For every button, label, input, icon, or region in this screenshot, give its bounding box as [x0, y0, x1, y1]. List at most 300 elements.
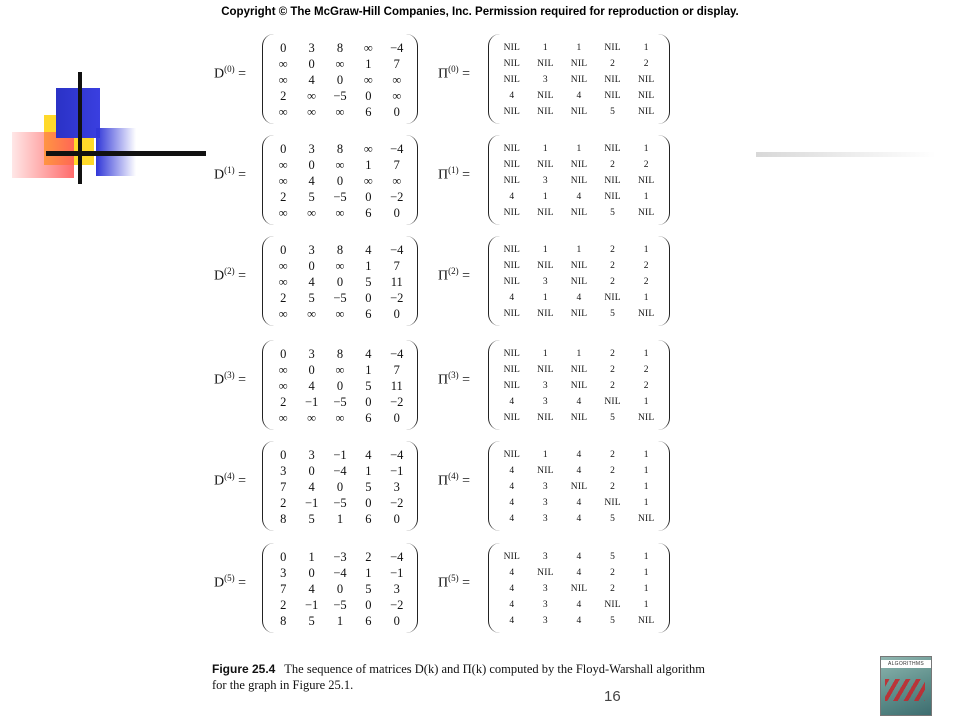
pi-label-base: Π: [438, 473, 449, 489]
d-matrix-cell: 5: [308, 190, 315, 204]
d-matrix-cell: −5: [333, 395, 347, 409]
d-label-base: D: [214, 575, 225, 591]
pi-matrix-cell: NIL: [604, 498, 621, 508]
d-matrix-cell: 2: [280, 395, 287, 409]
pi-matrix-cell: NIL: [537, 413, 554, 423]
pi-matrix-cell: NIL: [503, 208, 521, 218]
d-matrix-cell: 5: [308, 614, 315, 628]
pi-matrix-cell: 5: [610, 107, 616, 117]
pi-matrix-cell: 2: [643, 261, 649, 271]
pi-matrix-cell: NIL: [503, 160, 521, 170]
pi-matrix-cell: 1: [643, 245, 649, 255]
pi-matrix-cell: NIL: [570, 413, 588, 423]
d-matrix-cell: 1: [365, 363, 372, 377]
d-matrix-cell: 7: [280, 480, 287, 494]
d-matrix-cell: ∞: [307, 411, 317, 425]
pi-matrix-cell: 1: [542, 450, 548, 460]
pi-matrix: [488, 34, 670, 124]
d-matrix-cell: 6: [365, 411, 372, 425]
pi-matrix-cell: NIL: [637, 616, 655, 626]
pi-matrix-label: [438, 64, 470, 83]
pi-matrix-cell: 3: [542, 75, 548, 85]
d-matrix-cell: −1: [304, 395, 319, 409]
pi-matrix-cell: NIL: [570, 75, 588, 85]
pi-matrix-cell: 3: [542, 616, 548, 626]
equals-sign: =: [234, 575, 247, 591]
pi-matrix: [488, 441, 670, 531]
pi-matrix-cell: 1: [643, 192, 649, 202]
d-matrix-cell: 5: [308, 291, 315, 305]
pi-matrix-cell: 2: [610, 365, 616, 375]
pi-matrix-cell: 1: [576, 349, 582, 359]
pi-matrix-cell: 4: [509, 584, 515, 594]
d-matrix-cell: 0: [280, 550, 287, 564]
pi-matrix-label: [438, 266, 470, 285]
pi-matrix: [488, 340, 670, 430]
d-matrix-cell: 4: [308, 480, 315, 494]
pi-matrix-cell: 1: [576, 144, 582, 154]
d-matrix-cell: 2: [365, 550, 372, 564]
pi-matrix-cell: 4: [576, 192, 582, 202]
pi-matrix-cell: 4: [576, 552, 582, 562]
d-matrix-cell: 4: [308, 73, 315, 87]
pi-matrix-cell: 4: [509, 514, 515, 524]
d-matrix-cell: ∞: [335, 105, 345, 119]
d-matrix-cell: 2: [280, 291, 287, 305]
d-matrix-cell: 4: [365, 243, 372, 257]
pi-label-base: Π: [438, 66, 449, 82]
pi-matrix-cell: NIL: [604, 91, 621, 101]
d-matrix-cell: 11: [390, 379, 403, 393]
d-matrix-cell: ∞: [278, 206, 288, 220]
d-matrix-cell: ∞: [335, 363, 345, 377]
d-matrix-cell: ∞: [278, 363, 288, 377]
pi-matrix-cell: NIL: [537, 365, 554, 375]
pi-matrix-cell: NIL: [637, 176, 655, 186]
book-cover-title: ALGORITHMS: [881, 660, 931, 668]
pi-matrix-cell: 1: [542, 43, 548, 53]
d-matrix-cell: 6: [365, 206, 372, 220]
d-matrix-cell: 0: [336, 582, 344, 596]
pi-matrix-grid: [489, 135, 669, 221]
pi-matrix-cell: NIL: [637, 107, 655, 117]
d-matrix-cell: 1: [308, 550, 315, 564]
equals-sign: =: [234, 372, 247, 388]
page-number: 16: [604, 688, 621, 705]
d-matrix-cell: −3: [333, 550, 347, 564]
pi-matrix-cell: 3: [542, 600, 548, 610]
d-matrix-cell: 4: [308, 582, 315, 596]
d-matrix: [262, 236, 418, 326]
d-matrix-cell: 8: [336, 41, 344, 55]
pi-matrix-cell: NIL: [570, 208, 588, 218]
pi-matrix-cell: NIL: [637, 91, 655, 101]
d-matrix-cell: −4: [390, 347, 404, 361]
pi-matrix-cell: NIL: [637, 413, 655, 423]
d-matrix-cell: ∞: [278, 259, 288, 273]
pi-matrix-cell: 1: [643, 552, 649, 562]
d-matrix-cell: 2: [280, 496, 287, 510]
copyright-notice: Copyright © The McGraw-Hill Companies, Inc. Permission required for reproduction or display.: [221, 6, 739, 18]
pi-matrix-cell: 1: [643, 144, 649, 154]
equals-sign: =: [458, 473, 471, 489]
pi-matrix-cell: NIL: [604, 192, 621, 202]
pi-label-superscript: (2): [448, 266, 459, 276]
pi-matrix-cell: 2: [610, 568, 616, 578]
pi-matrix-cell: NIL: [537, 261, 554, 271]
d-matrix-cell: ∞: [278, 411, 288, 425]
d-matrix-cell: 3: [393, 480, 400, 494]
d-matrix-cell: 5: [365, 275, 372, 289]
d-matrix-cell: ∞: [392, 174, 402, 188]
pi-matrix-cell: NIL: [604, 75, 621, 85]
d-matrix-cell: ∞: [363, 73, 373, 87]
pi-matrix-cell: 4: [576, 498, 582, 508]
pi-matrix-cell: 5: [610, 616, 616, 626]
d-matrix-cell: 1: [365, 158, 372, 172]
d-label-base: D: [214, 372, 225, 388]
d-matrix-cell: ∞: [307, 206, 317, 220]
d-matrix-cell: ∞: [278, 275, 288, 289]
pi-matrix-cell: 1: [542, 144, 548, 154]
pi-matrix-cell: 1: [643, 466, 649, 476]
pi-matrix-cell: 5: [610, 552, 616, 562]
pi-matrix-cell: NIL: [503, 107, 521, 117]
pi-matrix-cell: NIL: [503, 261, 521, 271]
book-cover-thumbnail: [880, 656, 932, 716]
pi-label-base: Π: [438, 167, 449, 183]
pi-label-base: Π: [438, 575, 449, 591]
pi-matrix-cell: 5: [610, 309, 616, 319]
d-matrix-cell: 1: [365, 57, 372, 71]
d-matrix-cell: 3: [308, 41, 315, 55]
cross-vertical-line: [78, 72, 82, 184]
pi-matrix-cell: 4: [576, 466, 582, 476]
d-matrix-cell: ∞: [392, 89, 402, 103]
pi-matrix-grid: [489, 236, 669, 322]
d-matrix-cell: −5: [333, 291, 347, 305]
d-matrix-cell: 0: [308, 259, 315, 273]
pi-matrix-cell: 1: [643, 482, 649, 492]
d-matrix-cell: 7: [393, 57, 400, 71]
d-matrix-grid: [263, 236, 417, 322]
d-label-superscript: (1): [224, 165, 235, 175]
d-matrix-cell: −1: [304, 598, 319, 612]
pi-matrix-cell: 4: [509, 397, 515, 407]
d-matrix-label: [214, 573, 246, 592]
d-matrix-grid: [263, 34, 417, 120]
d-matrix-cell: 3: [308, 448, 315, 462]
d-matrix-cell: 8: [280, 512, 287, 526]
d-matrix-cell: ∞: [307, 307, 317, 321]
d-matrix-cell: ∞: [335, 206, 345, 220]
d-matrix: [262, 34, 418, 124]
d-matrix-cell: ∞: [335, 158, 345, 172]
pi-matrix-cell: NIL: [637, 309, 655, 319]
d-matrix-cell: 6: [365, 105, 372, 119]
d-matrix-cell: 0: [308, 158, 315, 172]
d-matrix-cell: 3: [308, 243, 315, 257]
figure-caption: [212, 661, 772, 693]
d-matrix-cell: 0: [393, 206, 400, 220]
d-matrix-label: [214, 165, 246, 184]
pi-matrix: [488, 135, 670, 225]
pi-matrix-cell: 4: [576, 600, 582, 610]
d-matrix-cell: 3: [280, 464, 287, 478]
pi-matrix-cell: 3: [542, 584, 548, 594]
caption-line-1: The sequence of matrices D(k) and Π(k) computed by the Floyd-Warshall algorithm: [284, 662, 706, 676]
pi-matrix-cell: 1: [643, 450, 649, 460]
pi-matrix-cell: 2: [610, 349, 616, 359]
decorative-fade-bar: [756, 152, 936, 157]
d-matrix-cell: 0: [308, 363, 315, 377]
d-label-superscript: (4): [224, 471, 235, 481]
d-matrix-cell: −2: [390, 190, 404, 204]
d-matrix-cell: −5: [333, 89, 347, 103]
d-matrix-grid: [263, 441, 417, 527]
pi-matrix-cell: 2: [610, 277, 616, 287]
d-matrix-cell: 1: [336, 614, 344, 628]
pi-matrix-cell: 2: [610, 261, 616, 271]
pi-matrix-cell: 4: [509, 293, 515, 303]
d-matrix-cell: 0: [393, 411, 400, 425]
d-matrix-cell: 4: [308, 174, 315, 188]
pi-matrix-cell: NIL: [570, 160, 588, 170]
d-matrix-cell: 0: [336, 379, 344, 393]
pi-label-base: Π: [438, 268, 449, 284]
equals-sign: =: [458, 575, 471, 591]
d-matrix-cell: 4: [308, 275, 315, 289]
d-matrix-cell: 0: [280, 41, 287, 55]
d-matrix-cell: ∞: [335, 411, 345, 425]
pi-matrix-cell: 1: [542, 245, 548, 255]
d-label-base: D: [214, 66, 225, 82]
pi-matrix-grid: [489, 543, 669, 629]
d-matrix-cell: ∞: [278, 105, 288, 119]
pi-matrix-cell: 4: [509, 466, 515, 476]
pi-matrix-cell: 1: [542, 349, 548, 359]
d-matrix-cell: −4: [390, 448, 404, 462]
pi-matrix-cell: 4: [509, 91, 515, 101]
pi-matrix-cell: 4: [576, 568, 582, 578]
pi-matrix-cell: NIL: [537, 107, 554, 117]
pi-matrix-label: [438, 573, 470, 592]
pi-matrix-cell: 2: [610, 450, 616, 460]
d-matrix-grid: [263, 543, 417, 629]
pi-matrix-cell: NIL: [503, 59, 521, 69]
d-matrix-cell: ∞: [278, 57, 288, 71]
d-matrix: [262, 340, 418, 430]
d-matrix-cell: −2: [390, 291, 404, 305]
d-matrix-grid: [263, 340, 417, 426]
d-matrix-cell: 0: [336, 480, 344, 494]
pi-matrix-label: [438, 471, 470, 490]
pi-matrix-cell: 2: [643, 381, 649, 391]
d-matrix-cell: 5: [365, 480, 372, 494]
pi-matrix-cell: NIL: [537, 466, 554, 476]
d-matrix-cell: −4: [333, 566, 347, 580]
d-matrix-cell: ∞: [278, 73, 288, 87]
d-matrix-cell: 1: [365, 259, 372, 273]
pi-matrix-cell: 3: [542, 397, 548, 407]
equals-sign: =: [234, 167, 247, 183]
pi-matrix-cell: NIL: [570, 107, 588, 117]
pi-matrix-cell: 4: [576, 293, 582, 303]
pi-matrix-cell: 1: [576, 43, 582, 53]
pi-label-superscript: (4): [448, 471, 459, 481]
pi-matrix-cell: NIL: [604, 293, 621, 303]
d-matrix-cell: 2: [280, 190, 287, 204]
d-matrix-cell: 3: [280, 566, 287, 580]
pi-matrix-cell: 3: [542, 381, 548, 391]
d-matrix-cell: ∞: [392, 73, 402, 87]
pi-matrix-cell: 2: [610, 160, 616, 170]
equals-sign: =: [234, 268, 247, 284]
d-matrix-cell: 0: [365, 395, 372, 409]
d-matrix-cell: ∞: [278, 174, 288, 188]
pi-matrix-cell: 4: [576, 616, 582, 626]
pi-matrix-cell: 4: [509, 600, 515, 610]
d-matrix-cell: 4: [365, 347, 372, 361]
d-matrix-cell: 0: [365, 190, 372, 204]
d-matrix-cell: 0: [308, 57, 315, 71]
d-matrix-cell: −4: [390, 142, 404, 156]
d-matrix-cell: 5: [308, 512, 315, 526]
pi-matrix-cell: NIL: [503, 552, 521, 562]
d-matrix-cell: 3: [393, 582, 400, 596]
matrix-row: [210, 441, 690, 531]
d-matrix-cell: 8: [336, 347, 344, 361]
pi-matrix-cell: 3: [542, 552, 548, 562]
matrix-row: [210, 340, 690, 430]
d-matrix-cell: −1: [304, 496, 319, 510]
pi-matrix-cell: 1: [643, 293, 649, 303]
pi-matrix-cell: NIL: [604, 176, 621, 186]
d-label-superscript: (3): [224, 370, 235, 380]
d-label-superscript: (0): [224, 64, 235, 74]
d-matrix-cell: −5: [333, 190, 347, 204]
pi-matrix-cell: 1: [643, 498, 649, 508]
pi-matrix-cell: NIL: [503, 450, 521, 460]
d-matrix-cell: 0: [365, 598, 372, 612]
caption-line-2: for the graph in Figure 25.1.: [212, 678, 354, 692]
pi-label-superscript: (3): [448, 370, 459, 380]
d-matrix-label: [214, 471, 246, 490]
d-matrix-cell: ∞: [307, 89, 317, 103]
d-matrix-cell: 0: [280, 347, 287, 361]
d-matrix-cell: −2: [390, 496, 404, 510]
d-matrix-cell: 0: [365, 291, 372, 305]
pi-matrix-cell: 2: [643, 59, 649, 69]
d-matrix-cell: −4: [390, 41, 404, 55]
d-matrix-cell: 5: [365, 379, 372, 393]
pi-matrix-cell: 2: [610, 381, 616, 391]
d-matrix-cell: 1: [365, 464, 372, 478]
pi-matrix-cell: 5: [610, 413, 616, 423]
d-matrix-cell: 2: [280, 89, 287, 103]
pi-matrix-label: [438, 165, 470, 184]
d-label-base: D: [214, 167, 225, 183]
pi-matrix-cell: 3: [542, 482, 548, 492]
d-matrix-cell: −1: [333, 448, 347, 462]
d-matrix-cell: ∞: [307, 105, 317, 119]
pi-matrix-cell: 4: [509, 568, 515, 578]
pi-matrix-cell: 1: [542, 293, 548, 303]
pi-matrix-cell: NIL: [503, 381, 521, 391]
pi-matrix-cell: NIL: [503, 43, 521, 53]
matrix-row: [210, 135, 690, 225]
pi-label-superscript: (1): [448, 165, 459, 175]
d-matrix-cell: 8: [336, 243, 344, 257]
pi-matrix-cell: 4: [576, 514, 582, 524]
pi-matrix-cell: NIL: [570, 482, 588, 492]
pi-matrix-cell: NIL: [503, 277, 521, 287]
d-matrix-cell: 4: [365, 448, 372, 462]
pi-matrix-grid: [489, 34, 669, 120]
pi-matrix-cell: NIL: [537, 160, 554, 170]
d-matrix: [262, 543, 418, 633]
pi-matrix-cell: NIL: [503, 75, 521, 85]
d-matrix-cell: −5: [333, 496, 347, 510]
pi-matrix-cell: 1: [643, 568, 649, 578]
pi-matrix-cell: 2: [610, 584, 616, 594]
pi-matrix-cell: 3: [542, 277, 548, 287]
pi-matrix-grid: [489, 340, 669, 426]
d-matrix-cell: −2: [390, 598, 404, 612]
pi-matrix-cell: NIL: [570, 309, 588, 319]
pi-matrix-cell: 2: [643, 277, 649, 287]
d-matrix-cell: 0: [393, 105, 400, 119]
pi-matrix-cell: NIL: [537, 309, 554, 319]
pi-matrix-cell: NIL: [637, 208, 655, 218]
d-matrix-cell: 0: [393, 307, 400, 321]
d-matrix-cell: ∞: [335, 259, 345, 273]
pi-matrix-cell: 2: [610, 245, 616, 255]
pi-matrix: [488, 543, 670, 633]
cross-horizontal-line: [46, 151, 206, 156]
d-matrix-cell: 0: [365, 89, 372, 103]
pi-matrix-cell: NIL: [570, 584, 588, 594]
d-matrix-cell: −1: [390, 566, 404, 580]
equals-sign: =: [234, 66, 247, 82]
pi-matrix-cell: NIL: [537, 208, 554, 218]
d-matrix-cell: 1: [336, 512, 344, 526]
pi-matrix-cell: 4: [576, 450, 582, 460]
d-matrix-cell: 8: [280, 614, 287, 628]
d-matrix-cell: 7: [393, 259, 400, 273]
equals-sign: =: [234, 473, 247, 489]
d-matrix-cell: 7: [393, 158, 400, 172]
d-matrix-cell: −1: [390, 464, 404, 478]
pi-matrix-cell: 2: [643, 365, 649, 375]
pi-matrix-cell: NIL: [570, 176, 588, 186]
matrix-row: [210, 543, 690, 633]
pi-matrix-cell: 2: [610, 482, 616, 492]
d-matrix-cell: 6: [365, 307, 372, 321]
d-matrix-cell: 11: [390, 275, 403, 289]
d-matrix-cell: 3: [308, 347, 315, 361]
pi-matrix-label: [438, 370, 470, 389]
d-matrix-cell: 7: [393, 363, 400, 377]
pi-matrix-cell: NIL: [604, 600, 621, 610]
pi-matrix-cell: NIL: [503, 176, 521, 186]
figure-number: Figure 25.4: [212, 662, 276, 676]
d-matrix-cell: −2: [390, 395, 404, 409]
d-label-base: D: [214, 268, 225, 284]
matrix-row: [210, 34, 690, 124]
d-matrix-cell: 6: [365, 614, 372, 628]
d-matrix-grid: [263, 135, 417, 221]
